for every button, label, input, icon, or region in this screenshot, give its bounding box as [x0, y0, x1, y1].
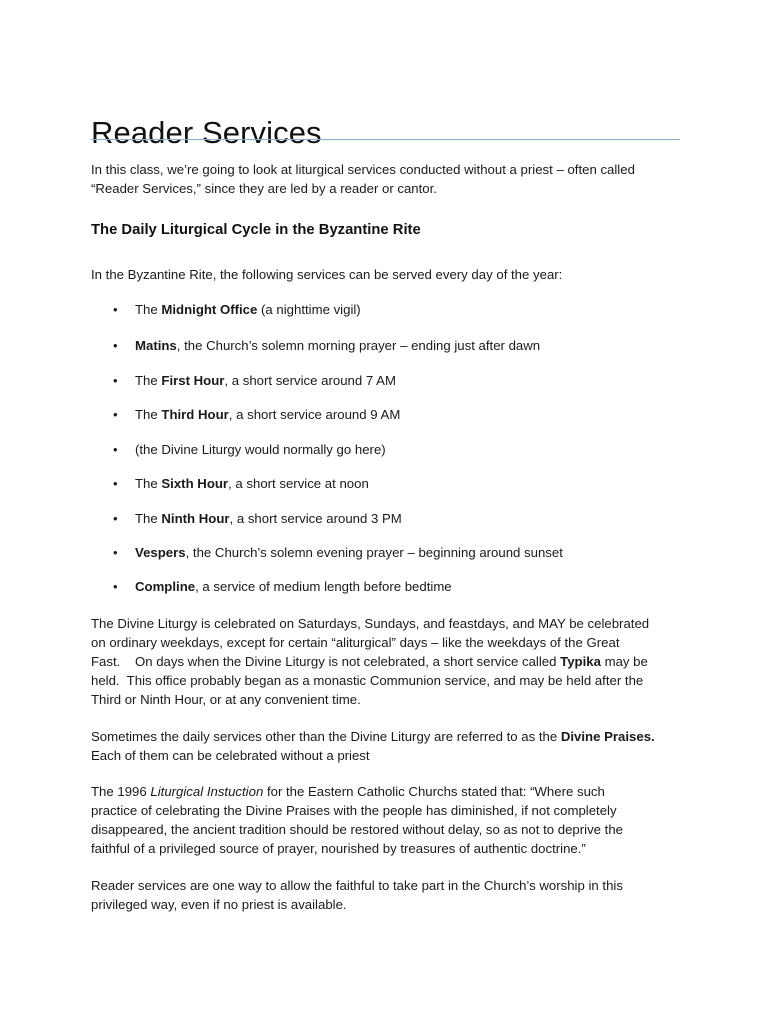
bullet-icon: •: [113, 302, 118, 317]
page-title: Reader Services: [91, 114, 322, 150]
intro-paragraph: [91, 160, 681, 198]
title-underline-rule: [91, 139, 680, 140]
list-item-text: The Sixth Hour, a short service at noon: [135, 476, 369, 491]
intro-line-1: In this class, we’re going to look at liturgical services conducted without a priest – often called: [91, 162, 635, 177]
closing-paragraph: Reader services are one way to allow the faithful to take part in the Church’s worship in this privileged way, even if no priest is available.: [91, 878, 623, 912]
list-item-text: The First Hour, a short service around 7 AM: [135, 373, 396, 388]
list-item-text: (the Divine Liturgy would normally go here): [135, 442, 386, 457]
bullet-icon: •: [113, 442, 118, 457]
list-item-text: The Ninth Hour, a short service around 3 PM: [135, 511, 402, 526]
divine-praises-paragraph: Sometimes the daily services other than the Divine Liturgy are referred to as the Divine Praises. Each of them can be celebrated without a priest: [91, 729, 655, 763]
intro-line-2: “Reader Services,” since they are led by a reader or cantor.: [91, 181, 437, 196]
list-item-text: The Midnight Office (a nighttime vigil): [135, 302, 361, 317]
bullet-icon: •: [113, 511, 118, 526]
list-item-text: The Third Hour, a short service around 9 AM: [135, 407, 401, 422]
bullet-icon: •: [113, 338, 118, 353]
liturgy-paragraph: The Divine Liturgy is celebrated on Saturdays, Sundays, and feastdays, and MAY be celebrated on ordinary weekdays, except for certain “aliturgical” days – like the weekdays of the Great Fast. On days when the Divine Liturgy is not celebrated, a short service called Typika may be held. This office probably began as a monastic Communion service, and may be held after the Third or Ninth Hour, or at any convenient time.: [91, 616, 650, 707]
bullet-icon: •: [113, 373, 118, 388]
bullet-icon: •: [113, 476, 118, 491]
liturgical-instruction-paragraph: The 1996 Liturgical Instuction for the Eastern Catholic Churchs stated that: “Where such practice of celebrating the Divine Praises with the people has diminished, if not completely disappeared, the ancient tradition should be restored without delay, so as not to deprive the faithful of a privileged source of prayer, nourished by treasures of authentic doctrine.”: [91, 784, 623, 856]
section-heading: The Daily Liturgical Cycle in the Byzantine Rite: [91, 222, 421, 238]
list-item-text: Matins, the Church’s solemn morning prayer – ending just after dawn: [135, 338, 541, 353]
bullet-icon: •: [113, 579, 118, 594]
services-intro: In the Byzantine Rite, the following services can be served every day of the year:: [91, 267, 563, 282]
list-item-text: Compline, a service of medium length before bedtime: [135, 579, 452, 594]
bullet-icon: •: [113, 545, 118, 560]
list-item-text: Vespers, the Church’s solemn evening prayer – beginning around sunset: [135, 545, 563, 560]
bullet-icon: •: [113, 407, 118, 422]
